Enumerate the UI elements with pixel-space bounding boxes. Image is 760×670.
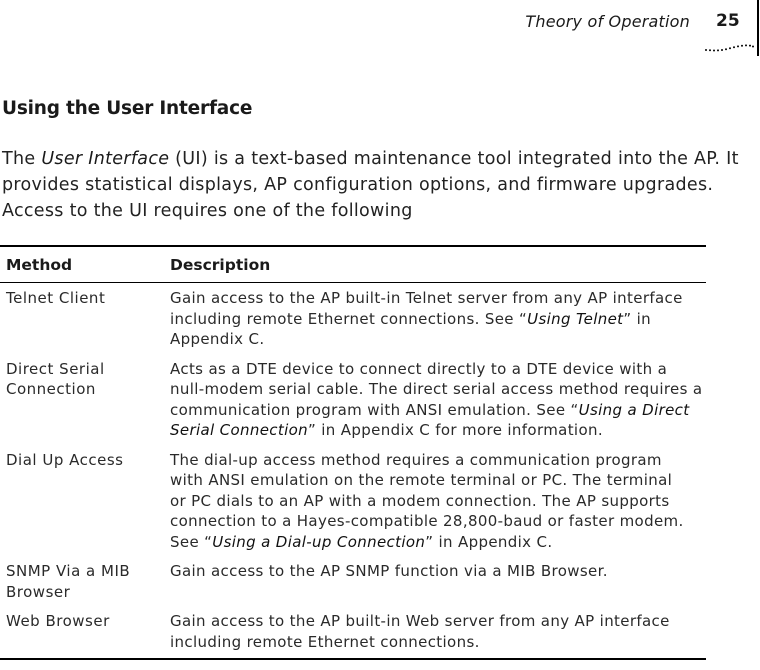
intro-line-1 — [2, 146, 754, 172]
description-line: Gain access to the AP built-in Telnet server from any AP interface — [170, 289, 683, 307]
description-text: communication program with ANSI emulation. See “ — [170, 400, 579, 419]
description-text: ” in — [623, 309, 652, 328]
description-text: ” in Appendix C for more information. — [308, 421, 603, 439]
page-number: 25 — [716, 11, 740, 31]
cross-reference: Using a Direct — [578, 400, 690, 419]
description-cell — [170, 359, 706, 441]
description-text: ” in Appendix C. — [425, 532, 553, 551]
access-methods-table — [0, 245, 706, 660]
description-line: Acts as a DTE device to connect directly to a DTE device with a — [170, 359, 668, 378]
intro-lead: The — [2, 149, 42, 169]
cross-reference: Using a Dial-up Connection — [212, 532, 426, 551]
cross-reference: Using Telnet — [527, 309, 624, 328]
section-heading: Using the User Interface — [2, 98, 253, 119]
table-header-row — [0, 247, 706, 283]
corner-rule — [757, 0, 759, 56]
description-line — [170, 420, 706, 441]
description-cell — [170, 450, 706, 553]
description-cell — [170, 288, 706, 350]
table-row — [0, 611, 706, 652]
method-cell: Web Browser — [6, 612, 110, 630]
description-line: connection to a Hayes-compatible 28,800-baud or faster modem. — [170, 512, 684, 530]
table-row — [0, 288, 706, 350]
description-line: null-modem serial cable. The direct serial access method requires a — [170, 380, 703, 398]
description-line: or PC dials to an AP with a modem connection. The AP supports — [170, 491, 670, 510]
running-header-title: Theory of Operation — [525, 12, 690, 31]
description-line — [170, 400, 706, 421]
method-cell: Dial Up Access — [6, 450, 124, 469]
column-header-method: Method — [6, 255, 73, 274]
intro-line-1-rest: (UI) is a text-based maintenance tool integrated into the AP. It — [169, 149, 739, 169]
method-cell: Telnet Client — [6, 289, 106, 307]
user-interface-term: User Interface — [41, 149, 170, 169]
description-cell — [170, 611, 706, 652]
table-row — [0, 561, 706, 602]
intro-line-2: provides statistical displays, AP configuration options, and firmware upgrades. — [2, 175, 714, 195]
table-row — [0, 359, 706, 441]
description-line — [170, 309, 706, 330]
table-row — [0, 450, 706, 553]
description-cell — [170, 561, 706, 582]
description-line: including remote Ethernet connections. — [170, 632, 480, 651]
description-line: Gain access to the AP SNMP function via a MIB Browser. — [170, 562, 608, 580]
description-text: including remote Ethernet connections. See “ — [170, 309, 528, 328]
method-cell: Direct Serial Connection — [6, 359, 105, 398]
description-line: Gain access to the AP built-in Web server from any AP interface — [170, 612, 670, 630]
method-cell: SNMP Via a MIB Browser — [6, 562, 131, 601]
cross-reference: Serial Connection — [170, 421, 309, 439]
description-line: with ANSI emulation on the remote terminal or PC. The terminal — [170, 471, 673, 489]
description-line — [170, 532, 706, 553]
description-line: Appendix C. — [170, 330, 265, 348]
column-header-description: Description — [170, 255, 271, 274]
description-line: The dial-up access method requires a communication program — [170, 450, 662, 469]
description-text: See “ — [170, 532, 213, 551]
intro-paragraph — [2, 146, 754, 224]
intro-line-3: Access to the UI requires one of the following — [2, 201, 413, 221]
dotted-corner-ornament — [704, 42, 754, 52]
